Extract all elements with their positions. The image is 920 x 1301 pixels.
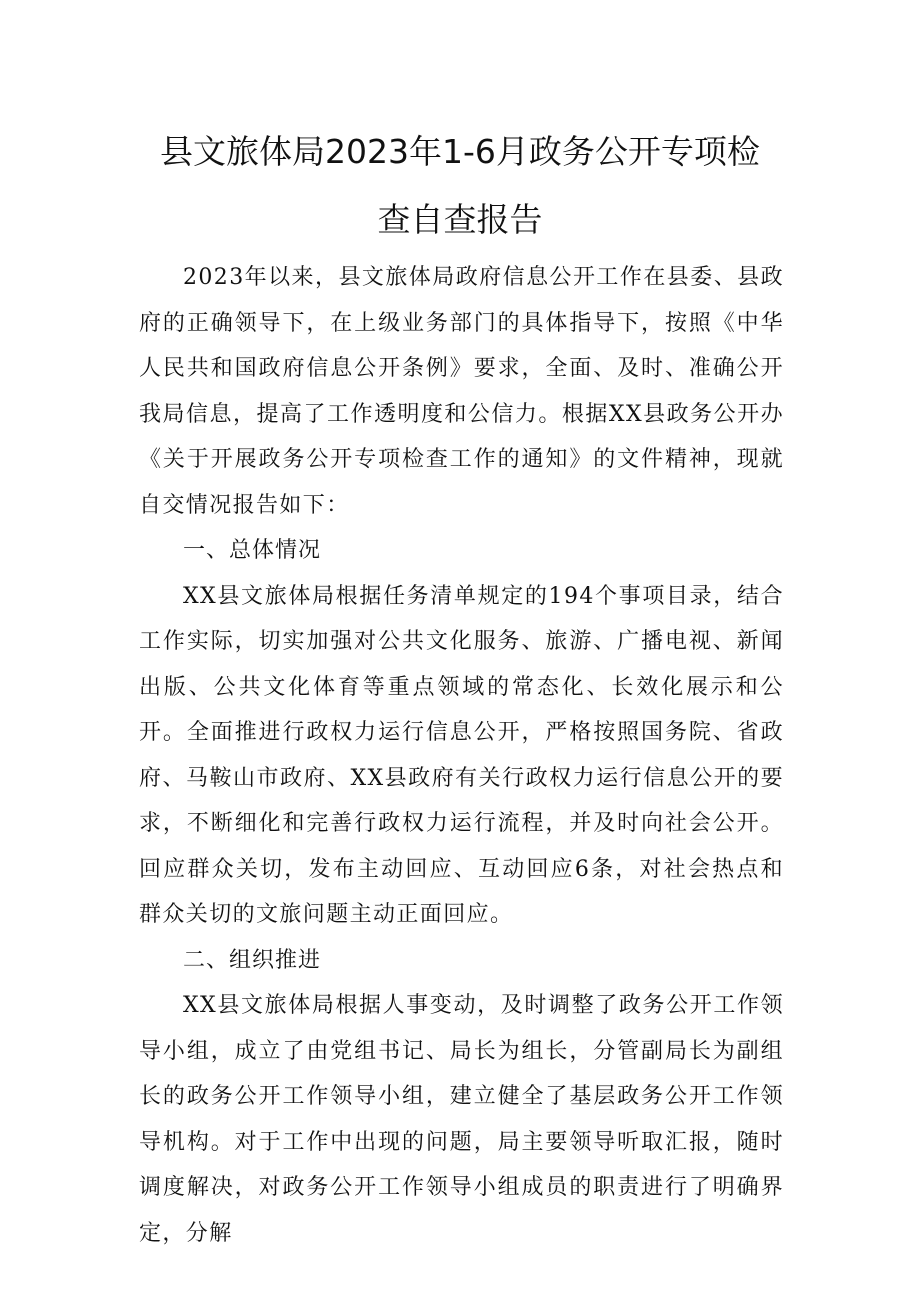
document-title-line1: 县文旅体局2023年1-6月政务公开专项检 (160, 132, 760, 171)
section2-paragraph: XX县文旅体局根据人事变动，及时调整了政务公开工作领导小组，成立了由党组书记、局长为组长，分管副局长为副组长的政务公开工作领导小组，建立健全了基层政务公开工作领导机构。对于工作中出现的问题，局主要领导听取汇报，随时调度解决，对政务公开工作领导小组成员的职责进行了明确界定，分解 (139, 993, 784, 1246)
section1-heading: 一、总体情况 (183, 538, 322, 563)
document-body (139, 255, 784, 1256)
document-title-line2: 查自查报告 (377, 200, 543, 239)
section1-paragraph: XX县文旅体局根据任务清单规定的194个事项目录，结合工作实际，切实加强对公共文化服务、旅游、广播电视、新闻出版、公共文化体育等重点领域的常态化、长效化展示和公开。全面推进行政权力运行信息公开，严格按照国务院、省政府、马鞍山市政府、XX县政府有关行政权力运行信息公开的要求，不断细化和完善行政权力运行流程，并及时向社会公开。回应群众关切，发布主动回应、互动回应6条，对社会热点和群众关切的文旅问题主动正面回应。 (139, 583, 784, 927)
intro-paragraph: 2023年以来，县文旅体局政府信息公开工作在县委、县政府的正确领导下，在上级业务部门的具体指导下，按照《中华人民共和国政府信息公开条例》要求，全面、及时、准确公开我局信息，提高了工作透明度和公信力。根据XX县政务公开办《关于开展政务公开专项检查工作的通知》的文件精神，现就自交情况报告如下： (139, 265, 784, 518)
section2-heading: 二、组织推进 (183, 947, 322, 973)
